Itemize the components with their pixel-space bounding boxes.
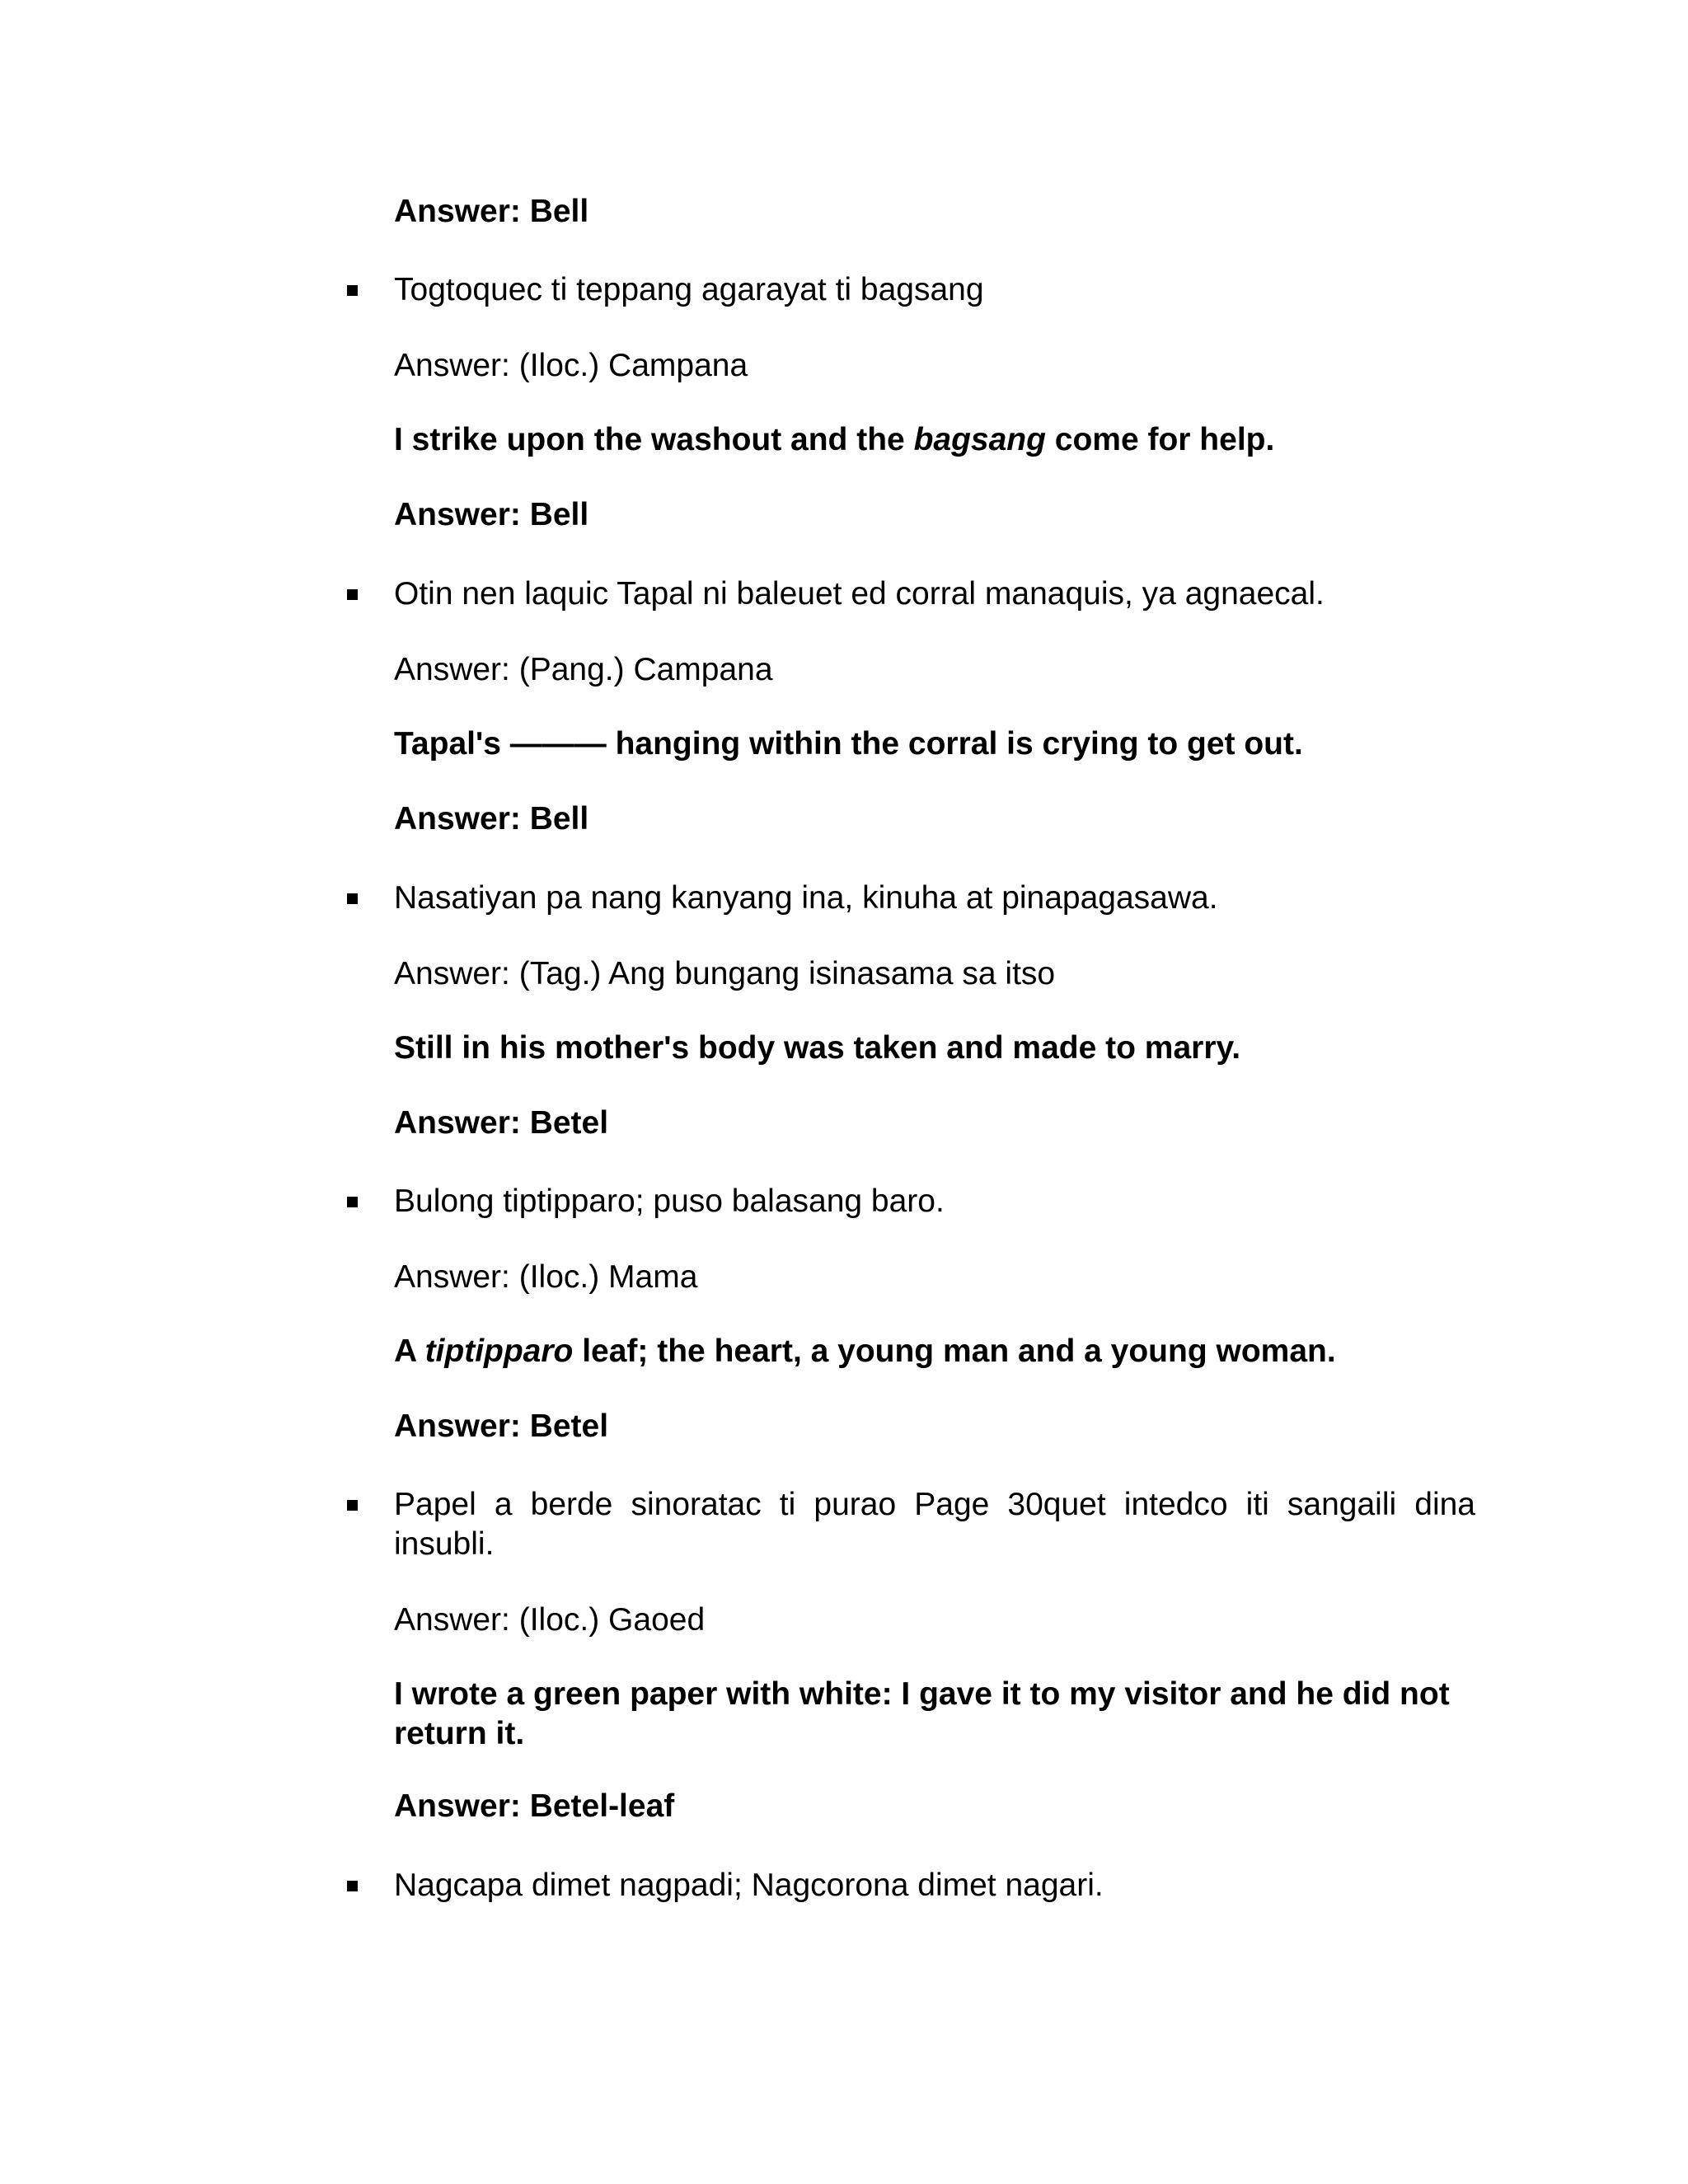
translation-text: Still in his mother's body was taken and made to marry. [394, 1030, 1241, 1066]
riddle-text: Papel a berde sinoratac ti purao Page 30quet intedco iti sangaili dina insubli. [394, 1487, 1475, 1562]
riddle-text: Otin nen laquic Tapal ni baleuet ed corral manaquis, ya agnaecal. [394, 576, 1325, 612]
answer-english: Answer: Betel [394, 1105, 609, 1141]
answer-native: Answer: (Iloc.) Campana [394, 348, 748, 383]
riddle-text: Nagcapa dimet nagpadi; Nagcorona dimet nagari. [394, 1868, 1104, 1903]
answer-native: Answer: (Tag.) Ang bungang isinasama sa itso [394, 956, 1056, 991]
bullet-icon [347, 285, 358, 296]
answer-native: Answer: (Pang.) Campana [394, 652, 773, 687]
translation-text: Tapal's ——— hanging within the corral is crying to get out. [394, 726, 1303, 762]
translation-text: I strike upon the washout and the bagsang come for help. [394, 422, 1275, 457]
bullet-icon [347, 1500, 358, 1511]
answer-english: Answer: Bell [394, 497, 589, 532]
answer-native: Answer: (Iloc.) Mama [394, 1259, 698, 1295]
bullet-icon [347, 1197, 358, 1207]
translation-text: I wrote a green paper with white: I gave it to my visitor and he did not return it. [394, 1676, 1450, 1751]
bullet-icon [347, 589, 358, 600]
bullet-icon [347, 893, 358, 904]
riddle-text: Bulong tiptipparo; puso balasang baro. [394, 1183, 945, 1219]
answer-native: Answer: (Iloc.) Gaoed [394, 1602, 706, 1638]
translation-text: A tiptipparo leaf; the heart, a young man and a young woman. [394, 1333, 1336, 1369]
riddle-text: Nasatiyan pa nang kanyang ina, kinuha at pinapagasawa. [394, 880, 1218, 916]
riddle-text: Togtoquec ti teppang agarayat ti bagsang [394, 272, 984, 307]
answer-english: Answer: Bell [394, 801, 589, 837]
answer-english: Answer: Betel [394, 1408, 609, 1444]
answer-english: Answer: Bell [394, 194, 589, 229]
answer-english: Answer: Betel-leaf [394, 1788, 675, 1824]
bullet-icon [347, 1881, 358, 1891]
